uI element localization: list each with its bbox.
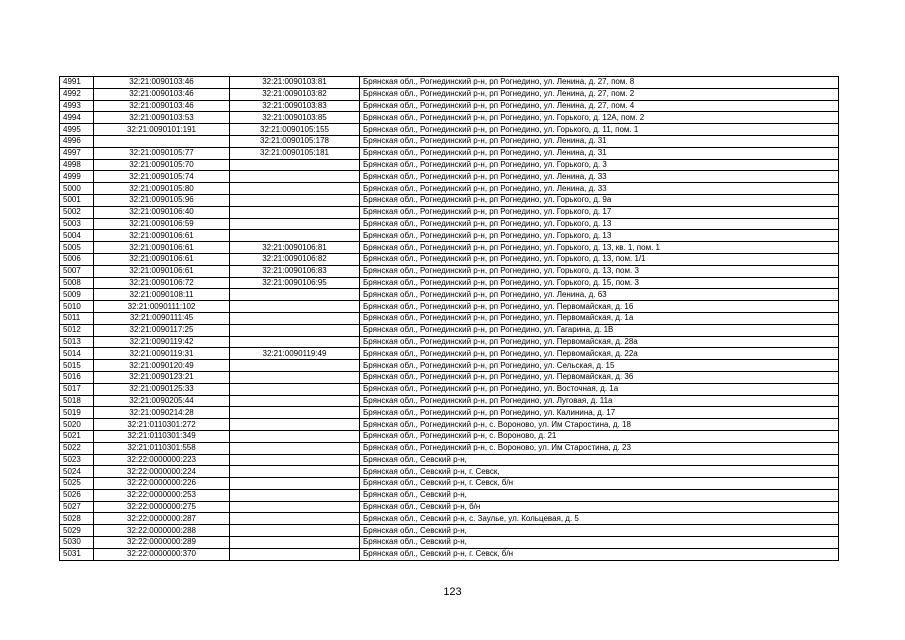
address-cell: Брянская обл., Севский р-н, г. Севск, bbox=[360, 466, 839, 478]
parcel-number-cell: 32:21:0090103:53 bbox=[94, 112, 230, 124]
parcel-number-cell: 32:22:0000000:275 bbox=[94, 501, 230, 513]
table-row bbox=[60, 430, 839, 442]
object-number-cell: 32:21:0090106:81 bbox=[230, 242, 360, 254]
address-cell: Брянская обл., Рогнединский р-н, рп Рогнедино, ул. Горького, д. 15, пом. 3 bbox=[360, 277, 839, 289]
object-number-cell bbox=[230, 513, 360, 525]
object-number-cell bbox=[230, 360, 360, 372]
address-cell: Брянская обл., Рогнединский р-н, рп Рогнедино, ул. Восточная, д. 1а bbox=[360, 383, 839, 395]
row-number-cell: 4996 bbox=[60, 135, 94, 147]
address-cell: Брянская обл., Севский р-н, bbox=[360, 454, 839, 466]
address-cell: Брянская обл., Рогнединский р-н, рп Рогнедино, ул. Горького, д. 13, кв. 1, пом. 1 bbox=[360, 242, 839, 254]
row-number-cell: 5009 bbox=[60, 289, 94, 301]
parcel-number-cell: 32:21:0090105:74 bbox=[94, 171, 230, 183]
address-cell: Брянская обл., Рогнединский р-н, рп Рогнедино, ул. Калинина, д. 17 bbox=[360, 407, 839, 419]
register-table bbox=[59, 76, 839, 561]
table-row bbox=[60, 147, 839, 159]
table-row bbox=[60, 206, 839, 218]
table-row bbox=[60, 383, 839, 395]
parcel-number-cell: 32:22:0000000:287 bbox=[94, 513, 230, 525]
address-cell: Брянская обл., Рогнединский р-н, рп Рогнедино, ул. Ленина, д. 27, пом. 4 bbox=[360, 100, 839, 112]
row-number-cell: 5007 bbox=[60, 265, 94, 277]
table-row bbox=[60, 324, 839, 336]
object-number-cell bbox=[230, 301, 360, 313]
object-number-cell bbox=[230, 478, 360, 490]
address-cell: Брянская обл., Севский р-н, г. Севск, б/н bbox=[360, 548, 839, 560]
parcel-number-cell: 32:22:0000000:288 bbox=[94, 525, 230, 537]
parcel-number-cell: 32:21:0090105:80 bbox=[94, 183, 230, 195]
row-number-cell: 5024 bbox=[60, 466, 94, 478]
address-cell: Брянская обл., Рогнединский р-н, с. Вороново, ул. Им Старостина, д. 23 bbox=[360, 442, 839, 454]
parcel-number-cell: 32:21:0090106:61 bbox=[94, 242, 230, 254]
row-number-cell: 5006 bbox=[60, 253, 94, 265]
row-number-cell: 5015 bbox=[60, 360, 94, 372]
parcel-number-cell: 32:21:0090123:21 bbox=[94, 371, 230, 383]
row-number-cell: 5027 bbox=[60, 501, 94, 513]
object-number-cell bbox=[230, 230, 360, 242]
row-number-cell: 5020 bbox=[60, 419, 94, 431]
row-number-cell: 5021 bbox=[60, 430, 94, 442]
table-row bbox=[60, 301, 839, 313]
object-number-cell bbox=[230, 466, 360, 478]
object-number-cell: 32:21:0090103:83 bbox=[230, 100, 360, 112]
row-number-cell: 5002 bbox=[60, 206, 94, 218]
address-cell: Брянская обл., Рогнединский р-н, рп Рогнедино, ул. Ленина, д. 31 bbox=[360, 147, 839, 159]
row-number-cell: 4994 bbox=[60, 112, 94, 124]
parcel-number-cell: 32:21:0090106:72 bbox=[94, 277, 230, 289]
parcel-number-cell: 32:21:0090117:25 bbox=[94, 324, 230, 336]
table-row bbox=[60, 289, 839, 301]
parcel-number-cell: 32:21:0110301:558 bbox=[94, 442, 230, 454]
parcel-number-cell: 32:21:0090106:59 bbox=[94, 218, 230, 230]
row-number-cell: 5011 bbox=[60, 312, 94, 324]
row-number-cell: 5005 bbox=[60, 242, 94, 254]
table-row bbox=[60, 371, 839, 383]
parcel-number-cell: 32:21:0090105:70 bbox=[94, 159, 230, 171]
object-number-cell bbox=[230, 489, 360, 501]
object-number-cell bbox=[230, 383, 360, 395]
row-number-cell: 4991 bbox=[60, 77, 94, 89]
object-number-cell: 32:21:0090105:178 bbox=[230, 135, 360, 147]
object-number-cell bbox=[230, 407, 360, 419]
row-number-cell: 5010 bbox=[60, 301, 94, 313]
table-row bbox=[60, 478, 839, 490]
object-number-cell: 32:21:0090106:82 bbox=[230, 253, 360, 265]
parcel-number-cell: 32:21:0090111:102 bbox=[94, 301, 230, 313]
address-cell: Брянская обл., Рогнединский р-н, рп Рогнедино, ул. Первомайская, д. 28а bbox=[360, 336, 839, 348]
object-number-cell bbox=[230, 336, 360, 348]
object-number-cell bbox=[230, 537, 360, 549]
object-number-cell: 32:21:0090103:82 bbox=[230, 88, 360, 100]
table-row bbox=[60, 525, 839, 537]
table-row bbox=[60, 513, 839, 525]
page-number: 123 bbox=[443, 586, 462, 598]
parcel-number-cell bbox=[94, 135, 230, 147]
row-number-cell: 5030 bbox=[60, 537, 94, 549]
table-row bbox=[60, 501, 839, 513]
row-number-cell: 5022 bbox=[60, 442, 94, 454]
address-cell: Брянская обл., Севский р-н, bbox=[360, 489, 839, 501]
parcel-number-cell: 32:22:0000000:253 bbox=[94, 489, 230, 501]
address-cell: Брянская обл., Рогнединский р-н, рп Рогнедино, ул. Горького, д. 9а bbox=[360, 194, 839, 206]
parcel-number-cell: 32:21:0090105:96 bbox=[94, 194, 230, 206]
object-number-cell bbox=[230, 183, 360, 195]
address-cell: Брянская обл., Рогнединский р-н, рп Рогнедино, ул. Ленина, д. 33 bbox=[360, 183, 839, 195]
row-number-cell: 5018 bbox=[60, 395, 94, 407]
object-number-cell bbox=[230, 419, 360, 431]
row-number-cell: 5023 bbox=[60, 454, 94, 466]
table-row bbox=[60, 537, 839, 549]
address-cell: Брянская обл., Севский р-н, с. Заулье, ул. Кольцевая, д. 5 bbox=[360, 513, 839, 525]
address-cell: Брянская обл., Рогнединский р-н, рп Рогнедино, ул. Ленина, д. 33 bbox=[360, 171, 839, 183]
object-number-cell: 32:21:0090103:81 bbox=[230, 77, 360, 89]
row-number-cell: 5028 bbox=[60, 513, 94, 525]
table-row bbox=[60, 100, 839, 112]
address-cell: Брянская обл., Рогнединский р-н, рп Рогнедино, ул. Горького, д. 3 bbox=[360, 159, 839, 171]
row-number-cell: 5001 bbox=[60, 194, 94, 206]
object-number-cell: 32:21:0090119:49 bbox=[230, 348, 360, 360]
table-row bbox=[60, 419, 839, 431]
address-cell: Брянская обл., Рогнединский р-н, с. Вороново, ул. Им Старостина, д. 18 bbox=[360, 419, 839, 431]
table-row bbox=[60, 442, 839, 454]
parcel-number-cell: 32:21:0090205:44 bbox=[94, 395, 230, 407]
parcel-number-cell: 32:22:0000000:226 bbox=[94, 478, 230, 490]
parcel-number-cell: 32:22:0000000:289 bbox=[94, 537, 230, 549]
table-row bbox=[60, 454, 839, 466]
address-cell: Брянская обл., Рогнединский р-н, рп Рогнедино, ул. Сельская, д. 15 bbox=[360, 360, 839, 372]
table-row bbox=[60, 466, 839, 478]
address-cell: Брянская обл., Рогнединский р-н, рп Рогнедино, ул. Первомайская, д. 1а bbox=[360, 312, 839, 324]
object-number-cell bbox=[230, 395, 360, 407]
address-cell: Брянская обл., Севский р-н, г. Севск, б/н bbox=[360, 478, 839, 490]
address-cell: Брянская обл., Рогнединский р-н, рп Рогнедино, ул. Первомайская, д. 16 bbox=[360, 301, 839, 313]
table-row bbox=[60, 407, 839, 419]
address-cell: Брянская обл., Рогнединский р-н, рп Рогнедино, ул. Горького, д. 12А, пом. 2 bbox=[360, 112, 839, 124]
object-number-cell bbox=[230, 454, 360, 466]
parcel-number-cell: 32:21:0090103:46 bbox=[94, 88, 230, 100]
address-cell: Брянская обл., Севский р-н, б/н bbox=[360, 501, 839, 513]
parcel-number-cell: 32:21:0090106:61 bbox=[94, 230, 230, 242]
address-cell: Брянская обл., Севский р-н, bbox=[360, 537, 839, 549]
row-number-cell: 5013 bbox=[60, 336, 94, 348]
row-number-cell: 4999 bbox=[60, 171, 94, 183]
row-number-cell: 5014 bbox=[60, 348, 94, 360]
address-cell: Брянская обл., Рогнединский р-н, рп Рогнедино, ул. Горького, д. 13, пом. 1/1 bbox=[360, 253, 839, 265]
parcel-number-cell: 32:21:0090106:40 bbox=[94, 206, 230, 218]
address-cell: Брянская обл., Севский р-н, bbox=[360, 525, 839, 537]
row-number-cell: 5025 bbox=[60, 478, 94, 490]
object-number-cell bbox=[230, 548, 360, 560]
object-number-cell bbox=[230, 501, 360, 513]
object-number-cell bbox=[230, 289, 360, 301]
parcel-number-cell: 32:21:0090120:49 bbox=[94, 360, 230, 372]
parcel-number-cell: 32:21:0090106:61 bbox=[94, 253, 230, 265]
address-cell: Брянская обл., Рогнединский р-н, рп Рогнедино, ул. Горького, д. 17 bbox=[360, 206, 839, 218]
row-number-cell: 4998 bbox=[60, 159, 94, 171]
parcel-number-cell: 32:21:0090111:45 bbox=[94, 312, 230, 324]
table-row bbox=[60, 277, 839, 289]
parcel-number-cell: 32:21:0110301:272 bbox=[94, 419, 230, 431]
table-row bbox=[60, 253, 839, 265]
object-number-cell bbox=[230, 312, 360, 324]
row-number-cell: 4993 bbox=[60, 100, 94, 112]
parcel-number-cell: 32:21:0090214:28 bbox=[94, 407, 230, 419]
table-row bbox=[60, 124, 839, 136]
row-number-cell: 4995 bbox=[60, 124, 94, 136]
table-row bbox=[60, 348, 839, 360]
table-row bbox=[60, 171, 839, 183]
row-number-cell: 5026 bbox=[60, 489, 94, 501]
parcel-number-cell: 32:22:0000000:224 bbox=[94, 466, 230, 478]
object-number-cell bbox=[230, 171, 360, 183]
object-number-cell bbox=[230, 206, 360, 218]
address-cell: Брянская обл., Рогнединский р-н, рп Рогнедино, ул. Горького, д. 11, пом. 1 bbox=[360, 124, 839, 136]
address-cell: Брянская обл., Рогнединский р-н, рп Рогнедино, ул. Ленина, д. 31 bbox=[360, 135, 839, 147]
table-row bbox=[60, 312, 839, 324]
address-cell: Брянская обл., Рогнединский р-н, рп Рогнедино, ул. Ленина, д. 63 bbox=[360, 289, 839, 301]
object-number-cell: 32:21:0090105:181 bbox=[230, 147, 360, 159]
object-number-cell bbox=[230, 525, 360, 537]
parcel-number-cell: 32:21:0090119:31 bbox=[94, 348, 230, 360]
row-number-cell: 5031 bbox=[60, 548, 94, 560]
table-row bbox=[60, 336, 839, 348]
parcel-number-cell: 32:21:0090106:61 bbox=[94, 265, 230, 277]
parcel-number-cell: 32:21:0090103:46 bbox=[94, 77, 230, 89]
address-cell: Брянская обл., Рогнединский р-н, рп Рогнедино, ул. Луговая, д. 11а bbox=[360, 395, 839, 407]
object-number-cell bbox=[230, 194, 360, 206]
object-number-cell bbox=[230, 442, 360, 454]
row-number-cell: 5012 bbox=[60, 324, 94, 336]
row-number-cell: 5000 bbox=[60, 183, 94, 195]
address-cell: Брянская обл., Рогнединский р-н, рп Рогнедино, ул. Ленина, д. 27, пом. 2 bbox=[360, 88, 839, 100]
address-cell: Брянская обл., Рогнединский р-н, рп Рогнедино, ул. Горького, д. 13, пом. 3 bbox=[360, 265, 839, 277]
row-number-cell: 5017 bbox=[60, 383, 94, 395]
parcel-number-cell: 32:22:0000000:223 bbox=[94, 454, 230, 466]
table-row bbox=[60, 88, 839, 100]
object-number-cell: 32:21:0090103:85 bbox=[230, 112, 360, 124]
row-number-cell: 5019 bbox=[60, 407, 94, 419]
table-row bbox=[60, 183, 839, 195]
table-row bbox=[60, 360, 839, 372]
table-row bbox=[60, 548, 839, 560]
address-cell: Брянская обл., Рогнединский р-н, рп Рогнедино, ул. Первомайская, д. 22а bbox=[360, 348, 839, 360]
parcel-number-cell: 32:21:0090108:11 bbox=[94, 289, 230, 301]
row-number-cell: 4997 bbox=[60, 147, 94, 159]
row-number-cell: 5004 bbox=[60, 230, 94, 242]
table-row bbox=[60, 489, 839, 501]
parcel-number-cell: 32:21:0090105:77 bbox=[94, 147, 230, 159]
row-number-cell: 5003 bbox=[60, 218, 94, 230]
table-row bbox=[60, 230, 839, 242]
parcel-number-cell: 32:21:0090101:191 bbox=[94, 124, 230, 136]
row-number-cell: 5016 bbox=[60, 371, 94, 383]
address-cell: Брянская обл., Рогнединский р-н, рп Рогнедино, ул. Ленина, д. 27, пом. 8 bbox=[360, 77, 839, 89]
table-body bbox=[60, 77, 839, 561]
table-row bbox=[60, 395, 839, 407]
object-number-cell bbox=[230, 324, 360, 336]
parcel-number-cell: 32:21:0090125:33 bbox=[94, 383, 230, 395]
table-row bbox=[60, 112, 839, 124]
address-cell: Брянская обл., Рогнединский р-н, с. Вороново, д. 21 bbox=[360, 430, 839, 442]
parcel-number-cell: 32:21:0110301:349 bbox=[94, 430, 230, 442]
parcel-number-cell: 32:22:0000000:370 bbox=[94, 548, 230, 560]
address-cell: Брянская обл., Рогнединский р-н, рп Рогнедино, ул. Гагарина, д. 1В bbox=[360, 324, 839, 336]
object-number-cell: 32:21:0090105:155 bbox=[230, 124, 360, 136]
object-number-cell bbox=[230, 430, 360, 442]
table-row bbox=[60, 242, 839, 254]
parcel-number-cell: 32:21:0090119:42 bbox=[94, 336, 230, 348]
object-number-cell: 32:21:0090106:95 bbox=[230, 277, 360, 289]
object-number-cell: 32:21:0090106:83 bbox=[230, 265, 360, 277]
object-number-cell bbox=[230, 371, 360, 383]
address-cell: Брянская обл., Рогнединский р-н, рп Рогнедино, ул. Горького, д. 13 bbox=[360, 218, 839, 230]
table-row bbox=[60, 265, 839, 277]
parcel-number-cell: 32:21:0090103:46 bbox=[94, 100, 230, 112]
row-number-cell: 5029 bbox=[60, 525, 94, 537]
table-row bbox=[60, 194, 839, 206]
row-number-cell: 5008 bbox=[60, 277, 94, 289]
table-row bbox=[60, 159, 839, 171]
object-number-cell bbox=[230, 159, 360, 171]
row-number-cell: 4992 bbox=[60, 88, 94, 100]
table-row bbox=[60, 135, 839, 147]
address-cell: Брянская обл., Рогнединский р-н, рп Рогнедино, ул. Горького, д. 13 bbox=[360, 230, 839, 242]
address-cell: Брянская обл., Рогнединский р-н, рп Рогнедино, ул. Первомайская, д. 36 bbox=[360, 371, 839, 383]
table-row bbox=[60, 77, 839, 89]
object-number-cell bbox=[230, 218, 360, 230]
table-row bbox=[60, 218, 839, 230]
